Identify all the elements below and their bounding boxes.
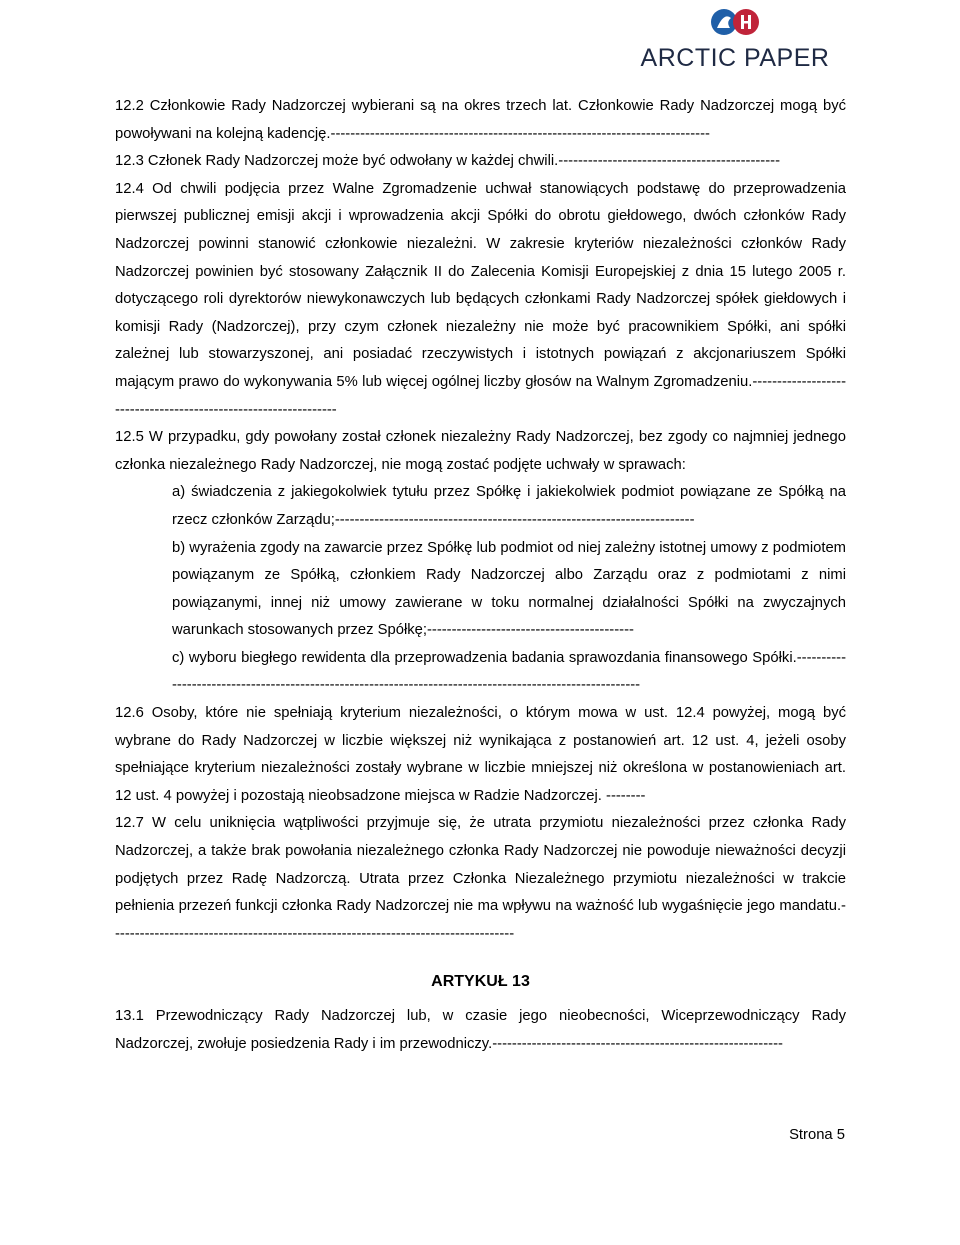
paragraph-12-5: 12.5 W przypadku, gdy powołany został członek niezależny Rady Nadzorczej, bez zgody co najmniej jednego członka niezależnego Rady Nadzorczej, nie mogą zostać podjęte uchwały w sprawach:: [115, 429, 846, 473]
paragraph-12-6: 12.6 Osoby, które nie spełniają kryterium niezależności, o którym mowa w ust. 12.4 powyżej, mogą być wybrane do Rady Nadzorczej w liczbie większej niż wynikająca z postanowień art. 12 ust. 4, jeżeli osoby spełniające kryterium niezależności zostały wybrane w liczbie mniejszej niż określona w postanowieniach art. 12 ust. 4 powyżej i pozostają nieobsadzone miejsca w Radzie Nadzorczej. --------: [115, 705, 846, 804]
document-body: [115, 93, 846, 1058]
article-heading: ARTYKUŁ 13: [431, 973, 530, 991]
paragraph-12-5-c: c) wyboru biegłego rewidenta dla przeprowadzenia badania sprawozdania finansowego Spółki.---------------------------------------------------------------------------------------------------------: [172, 649, 846, 694]
paragraph-12-4: 12.4 Od chwili podjęcia przez Walne Zgromadzenie uchwał stanowiących podstawę do przeprowadzenia pierwszej publicznej emisji akcji i wprowadzenia akcji Spółki do obrotu giełdowego, dwóch członków Rady Nadzorczej powinni stanowić członkowie niezależni. W zakresie kryteriów niezależności członków Rady Nadzorczej powinien być stosowany Załącznik II do Zalecenia Komisji Europejskiej z dnia 15 lutego 2005 r. dotyczącego roli dyrektorów niewykonawczych lub będących członkami Rady Nadzorczej spółek giełdowych i komisji Rady (Nadzorczej), przy czym członek niezależny nie może być pracownikiem Spółki, ani spółki zależnej lub stowarzyszonej, ani posiadać rzeczywistych i istotnych powiązań z akcjonariuszem Spółki mającym prawo do wykonywania 5% lub więcej ogólnej liczby głosów na Walnym Zgromadzeniu.----------------------------------------------------------------: [115, 180, 846, 418]
page-number: Strona 5: [789, 1127, 845, 1143]
paragraph-12-5-a: a) świadczenia z jakiegokolwiek tytułu przez Spółkę i jakiekolwiek podmiot powiązane ze Spółką na rzecz członków Zarządu;-------------------------------------------------------------------------: [172, 484, 846, 528]
paragraph-13-1: 13.1 Przewodniczący Rady Nadzorczej lub, w czasie jego nieobecności, Wiceprzewodniczący Rady Nadzorczej, zwołuje posiedzenia Rady i im przewodniczy.-----------------------------------------------------------: [115, 1008, 846, 1052]
paragraph-12-2: 12.2 Członkowie Rady Nadzorczej wybierani są na okres trzech lat. Członkowie Rady Nadzorczej mogą być powoływani na kolejną kadencję.-----------------------------------------------------------------------------: [115, 98, 846, 142]
paragraph-12-7: 12.7 W celu uniknięcia wątpliwości przyjmuje się, że utrata przymiotu niezależności przez członka Rady Nadzorczej, a także brak powołania niezależnego członka Rady Nadzorczej nie powoduje nieważności decyzji podjętych przez Radę Nadzorczą. Utrata przez Członka Niezależnego przymiotu niezależności w trakcie pełnienia przezeń funkcji członka Rady Nadzorczej nie ma wpływu na ważność lub wygaśnięcie jego mandatu.----------------------------------------------------------------------------------: [115, 815, 846, 942]
paragraph-12-3: 12.3 Członek Rady Nadzorczej może być odwołany w każdej chwili.---------------------------------------------: [115, 153, 781, 170]
paragraph-12-5-b: b) wyrażenia zgody na zawarcie przez Spółkę lub podmiot od niej zależny istotnej umowy z podmiotem powiązanym ze Spółką, członkiem Rady Nadzorczej albo Zarządu oraz z podmiotami z nimi powiązanymi, innej niż umowy zawierane w toku normalnej działalności Spółki na zwyczajnych warunkach stosowanych przez Spółkę;------------------------------------------: [172, 539, 846, 639]
brand-name: ARCTIC PAPER: [640, 44, 830, 72]
